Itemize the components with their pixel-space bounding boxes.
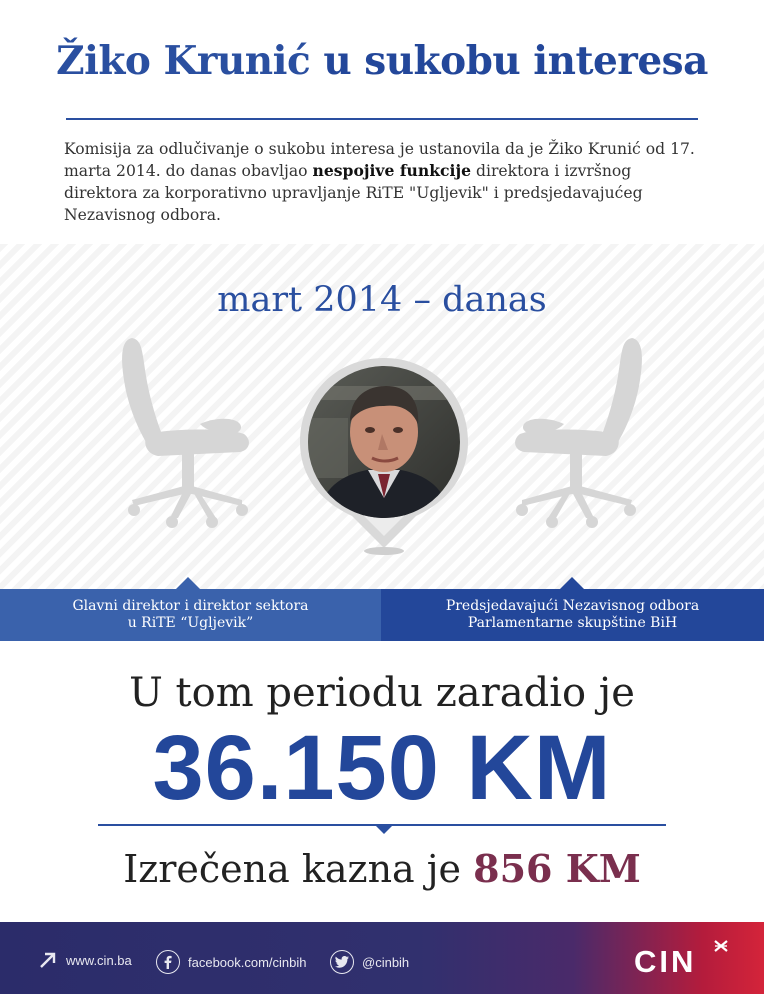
arrow-up-right-icon — [38, 950, 58, 970]
facebook-icon — [156, 950, 180, 974]
twitter-label: @cinbih — [362, 954, 410, 970]
position-right-line2: Parlamentarne skupštine BiH — [467, 615, 678, 631]
cin-logo: CIN — [634, 944, 697, 979]
title-topic: u sukobu interesa — [323, 38, 708, 84]
amount-divider-notch — [375, 825, 393, 834]
facebook-label: facebook.com/cinbih — [188, 954, 307, 970]
title-name: Žiko Krunić — [56, 38, 311, 84]
intro-emphasis: nespojive funkcije — [312, 161, 472, 180]
intro-paragraph — [64, 138, 704, 226]
website-link[interactable] — [38, 950, 132, 970]
office-chair-icon — [112, 330, 258, 530]
pin-shadow — [362, 546, 406, 556]
period-heading: mart 2014 – danas — [217, 280, 547, 320]
website-label: www.cin.ba — [66, 952, 132, 968]
position-right-line1: Predsjedavajući Nezavisnog odbora — [445, 598, 700, 614]
office-chair-icon — [506, 330, 652, 530]
position-left-line1: Glavni direktor i direktor sektora — [72, 598, 309, 614]
bar-notch-right — [560, 577, 584, 589]
facebook-link[interactable] — [156, 950, 307, 974]
position-left-line2: u RiTE “Ugljevik” — [127, 615, 254, 631]
bar-notch-left — [176, 577, 200, 589]
twitter-icon — [330, 950, 354, 974]
penalty-label: Izrečena kazna je — [123, 847, 474, 891]
intro-text-1: Komisija za odlučivanje o sukobu interesa je ustanovila da je Žiko Krunić od 17. marta 2014. do danas obavljao — [64, 140, 695, 180]
page-title — [0, 38, 764, 84]
portrait-photo — [308, 366, 460, 518]
logo-mark-icon — [714, 940, 728, 952]
penalty-amount: 856 KM — [473, 846, 641, 891]
position-right — [381, 589, 764, 641]
title-divider — [66, 118, 698, 120]
intro-text-2: direktora i izvršnog direktora za korporativno upravljanje RiTE "Ugljevik" i predsjedavajućeg Nezavisnog odbora. — [64, 162, 643, 224]
penalty-line — [0, 846, 764, 891]
twitter-link[interactable] — [330, 950, 409, 974]
earnings-amount: 36.150 KM — [152, 717, 612, 819]
position-left — [0, 589, 381, 641]
earnings-label: U tom periodu zaradio je — [129, 670, 635, 716]
